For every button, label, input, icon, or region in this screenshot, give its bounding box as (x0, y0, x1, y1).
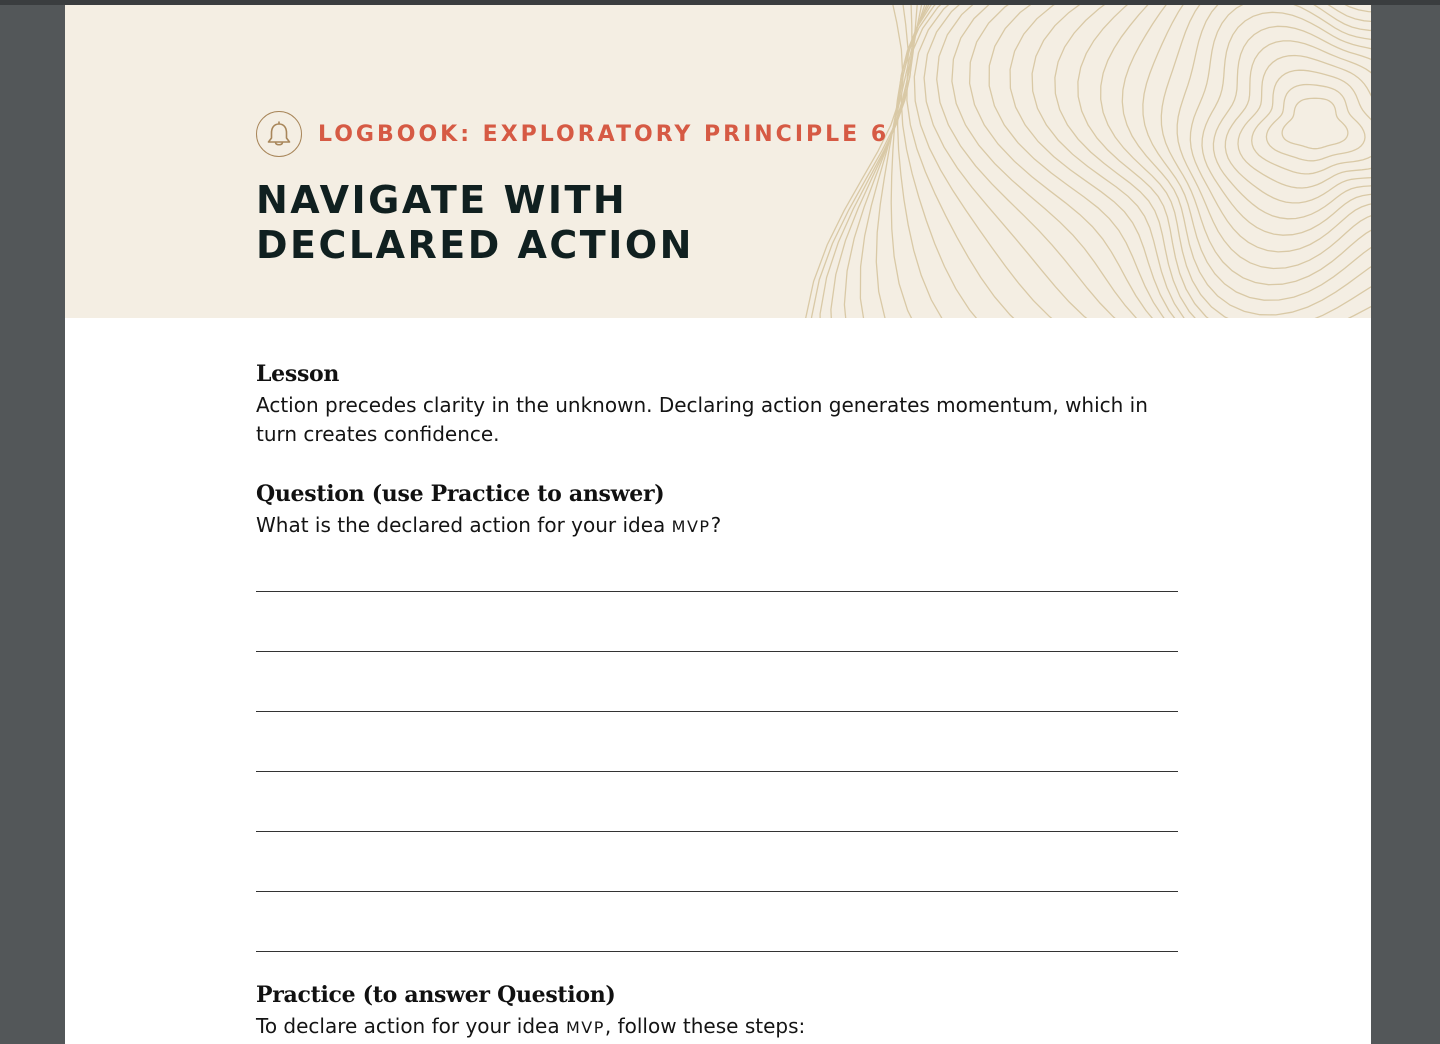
contour-line (1266, 85, 1365, 161)
answer-line[interactable] (256, 771, 1178, 772)
contour-line (898, 5, 1371, 318)
contour-line (1122, 5, 1371, 315)
contour-line (1101, 5, 1371, 318)
question-text (256, 511, 721, 541)
contour-line (989, 5, 1371, 318)
contour-line (1252, 70, 1371, 174)
practice-text (256, 1012, 805, 1042)
answer-line[interactable] (256, 711, 1178, 712)
question-section (256, 479, 721, 541)
page-title (256, 178, 694, 268)
practice-text-after: , follow these steps: (604, 1014, 806, 1038)
contour-line (1238, 56, 1371, 189)
contour-line (914, 5, 1371, 318)
contour-line (811, 5, 1371, 318)
contour-line (924, 5, 1371, 318)
question-text-before: What is the declared action for your idea (256, 513, 666, 537)
title-line-1: NAVIGATE WITH (256, 178, 628, 222)
practice-acronym: MVP (565, 1018, 605, 1037)
contour-line (876, 5, 1371, 318)
document-page (65, 5, 1371, 1044)
topographic-pattern (65, 5, 1371, 318)
title-line-2: DECLARED ACTION (256, 223, 694, 267)
answer-line[interactable] (256, 591, 1178, 592)
lesson-heading: Lesson (256, 361, 340, 387)
practice-heading: Practice (to answer Question) (256, 982, 616, 1008)
question-text-after: ? (710, 513, 722, 537)
contour-line (1282, 98, 1348, 148)
contour-line (937, 5, 1371, 318)
practice-text-before: To declare action for your idea (256, 1014, 560, 1038)
contour-line (1177, 5, 1371, 268)
answer-line[interactable] (256, 891, 1178, 892)
question-heading: Question (use Practice to answer) (256, 481, 665, 507)
header-banner (65, 5, 1371, 318)
kicker-label: LOGBOOK: EXPLORATORY PRINCIPLE 6 (318, 121, 890, 147)
contour-line (1032, 5, 1371, 318)
contour-line (844, 5, 1371, 318)
practice-section (256, 980, 805, 1042)
contour-line (891, 5, 1371, 318)
question-acronym: MVP (671, 517, 711, 536)
lesson-text: Action precedes clarity in the unknown. Declaring action generates momentum, which in turn creates confidence. (256, 393, 1148, 446)
contour-line (820, 5, 1371, 318)
contour-line (860, 5, 1371, 318)
kicker-row (256, 111, 889, 157)
lesson-section (256, 359, 1180, 449)
answer-line[interactable] (256, 951, 1178, 952)
answer-line[interactable] (256, 651, 1178, 652)
answer-line[interactable] (256, 831, 1178, 832)
bell-icon (256, 111, 302, 157)
